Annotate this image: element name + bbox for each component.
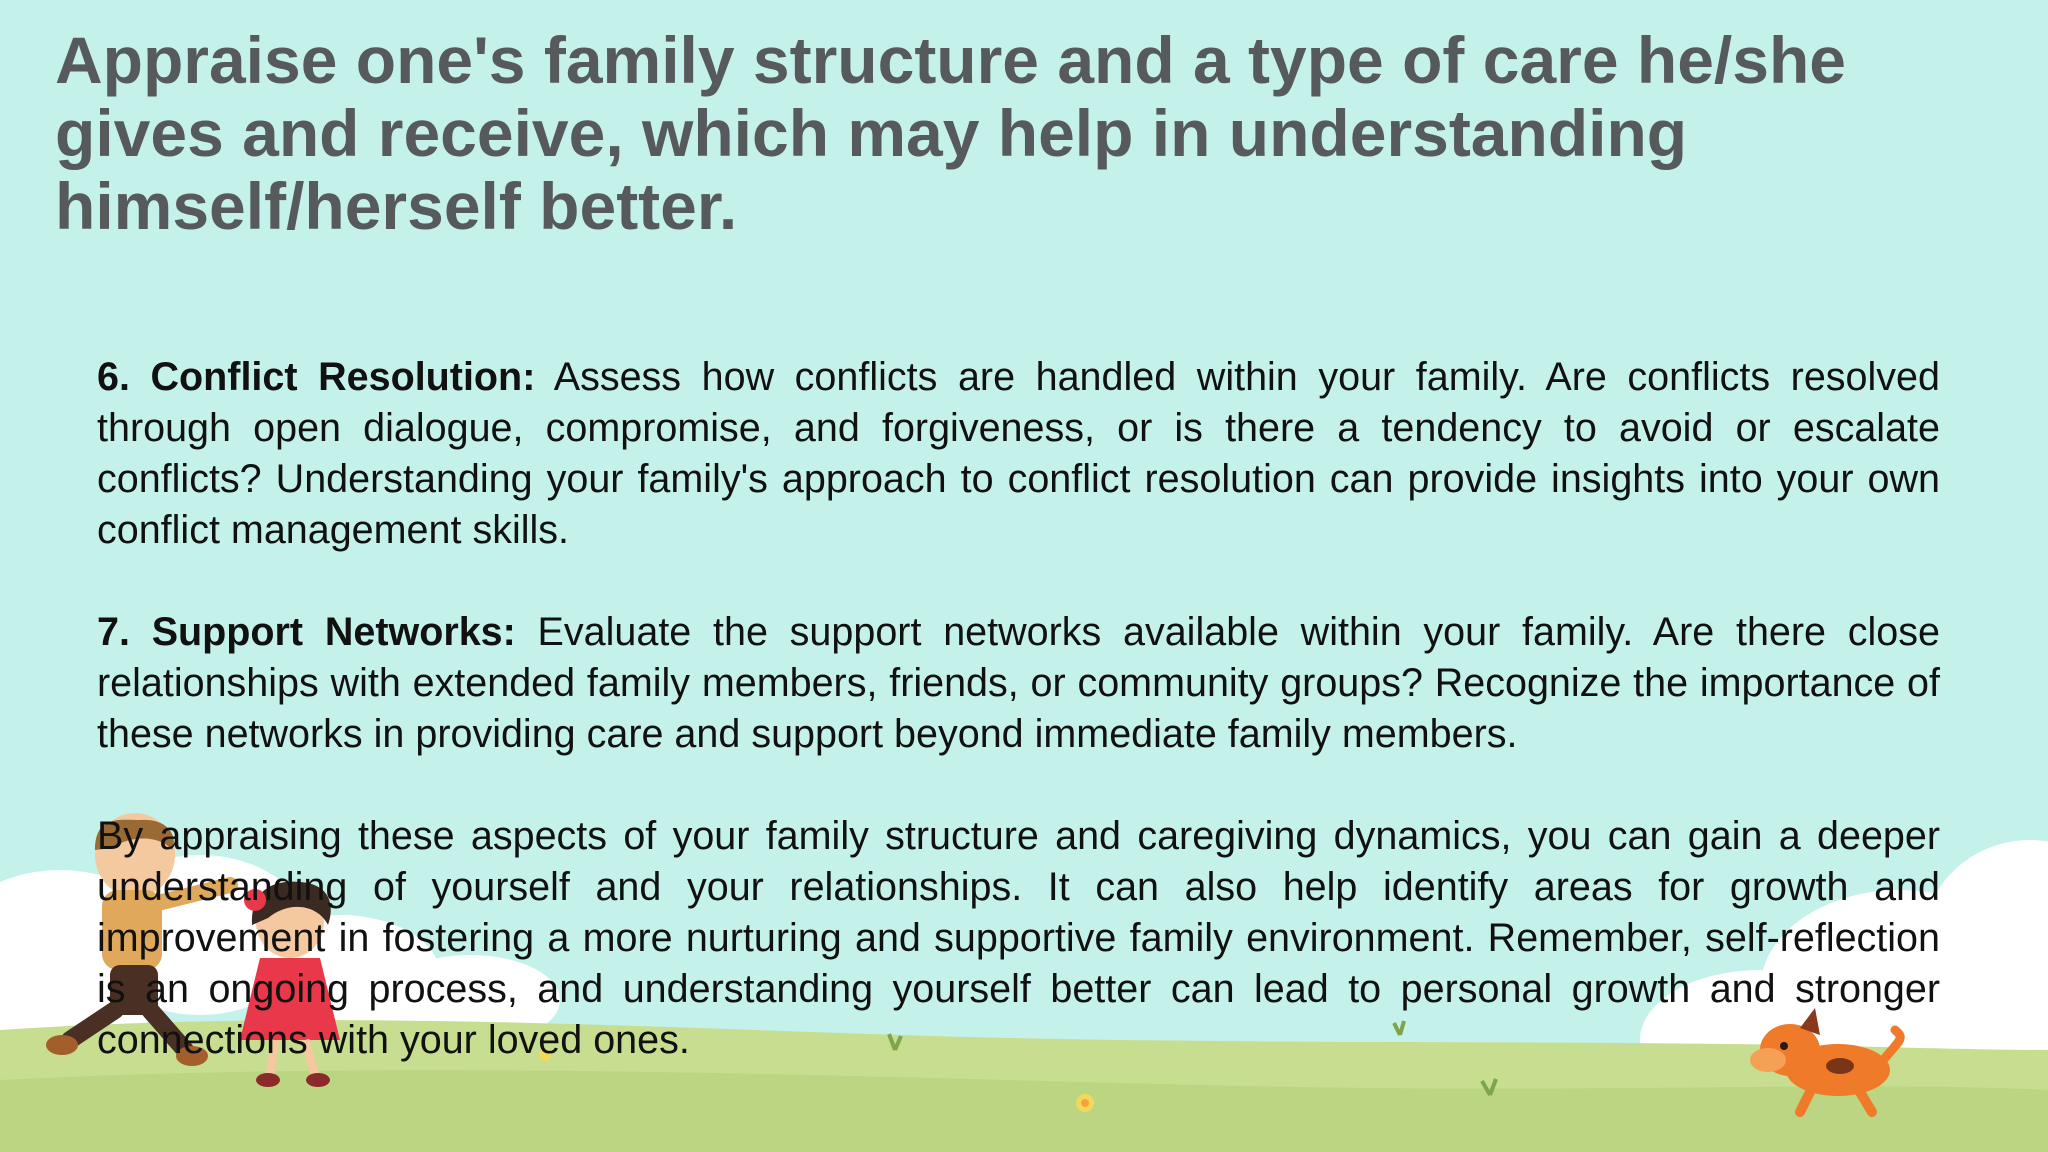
- section-heading: 7. Support Networks:: [97, 610, 516, 654]
- conclusion-paragraph: By appraising these aspects of your family structure and caregiving dynamics, you can gain a deeper understanding of yourself and your relationships. It can also help identify areas for growth and improvement in fostering a more nurturing and supportive family environment. Remember, self-reflection is an ongoing process, and understanding yourself better can lead to personal growth and stronger connections with your loved ones.: [97, 814, 1940, 1062]
- slide-title: Appraise one's family structure and a type of care he/she gives and receive, which may help in understanding himself/herself better.: [55, 23, 1846, 243]
- conflict-resolution-paragraph: [97, 352, 1940, 556]
- section-heading: 6. Conflict Resolution:: [97, 355, 536, 399]
- slide-body: [97, 352, 1940, 1066]
- support-networks-paragraph: [97, 607, 1940, 760]
- section-text: Assess how conflicts are handled within your family. Are conflicts resolved through open dialogue, compromise, and forgiveness, or is there a tendency to avoid or escalate conflicts? Understanding your family's approach to conflict resolution can provide insights into your own conflict management skills.: [97, 355, 1940, 552]
- section-text: Evaluate the support networks available within your family. Are there close relationships with extended family members, friends, or community groups? Recognize the importance of these networks in providing care and support beyond immediate family members.: [97, 610, 1940, 756]
